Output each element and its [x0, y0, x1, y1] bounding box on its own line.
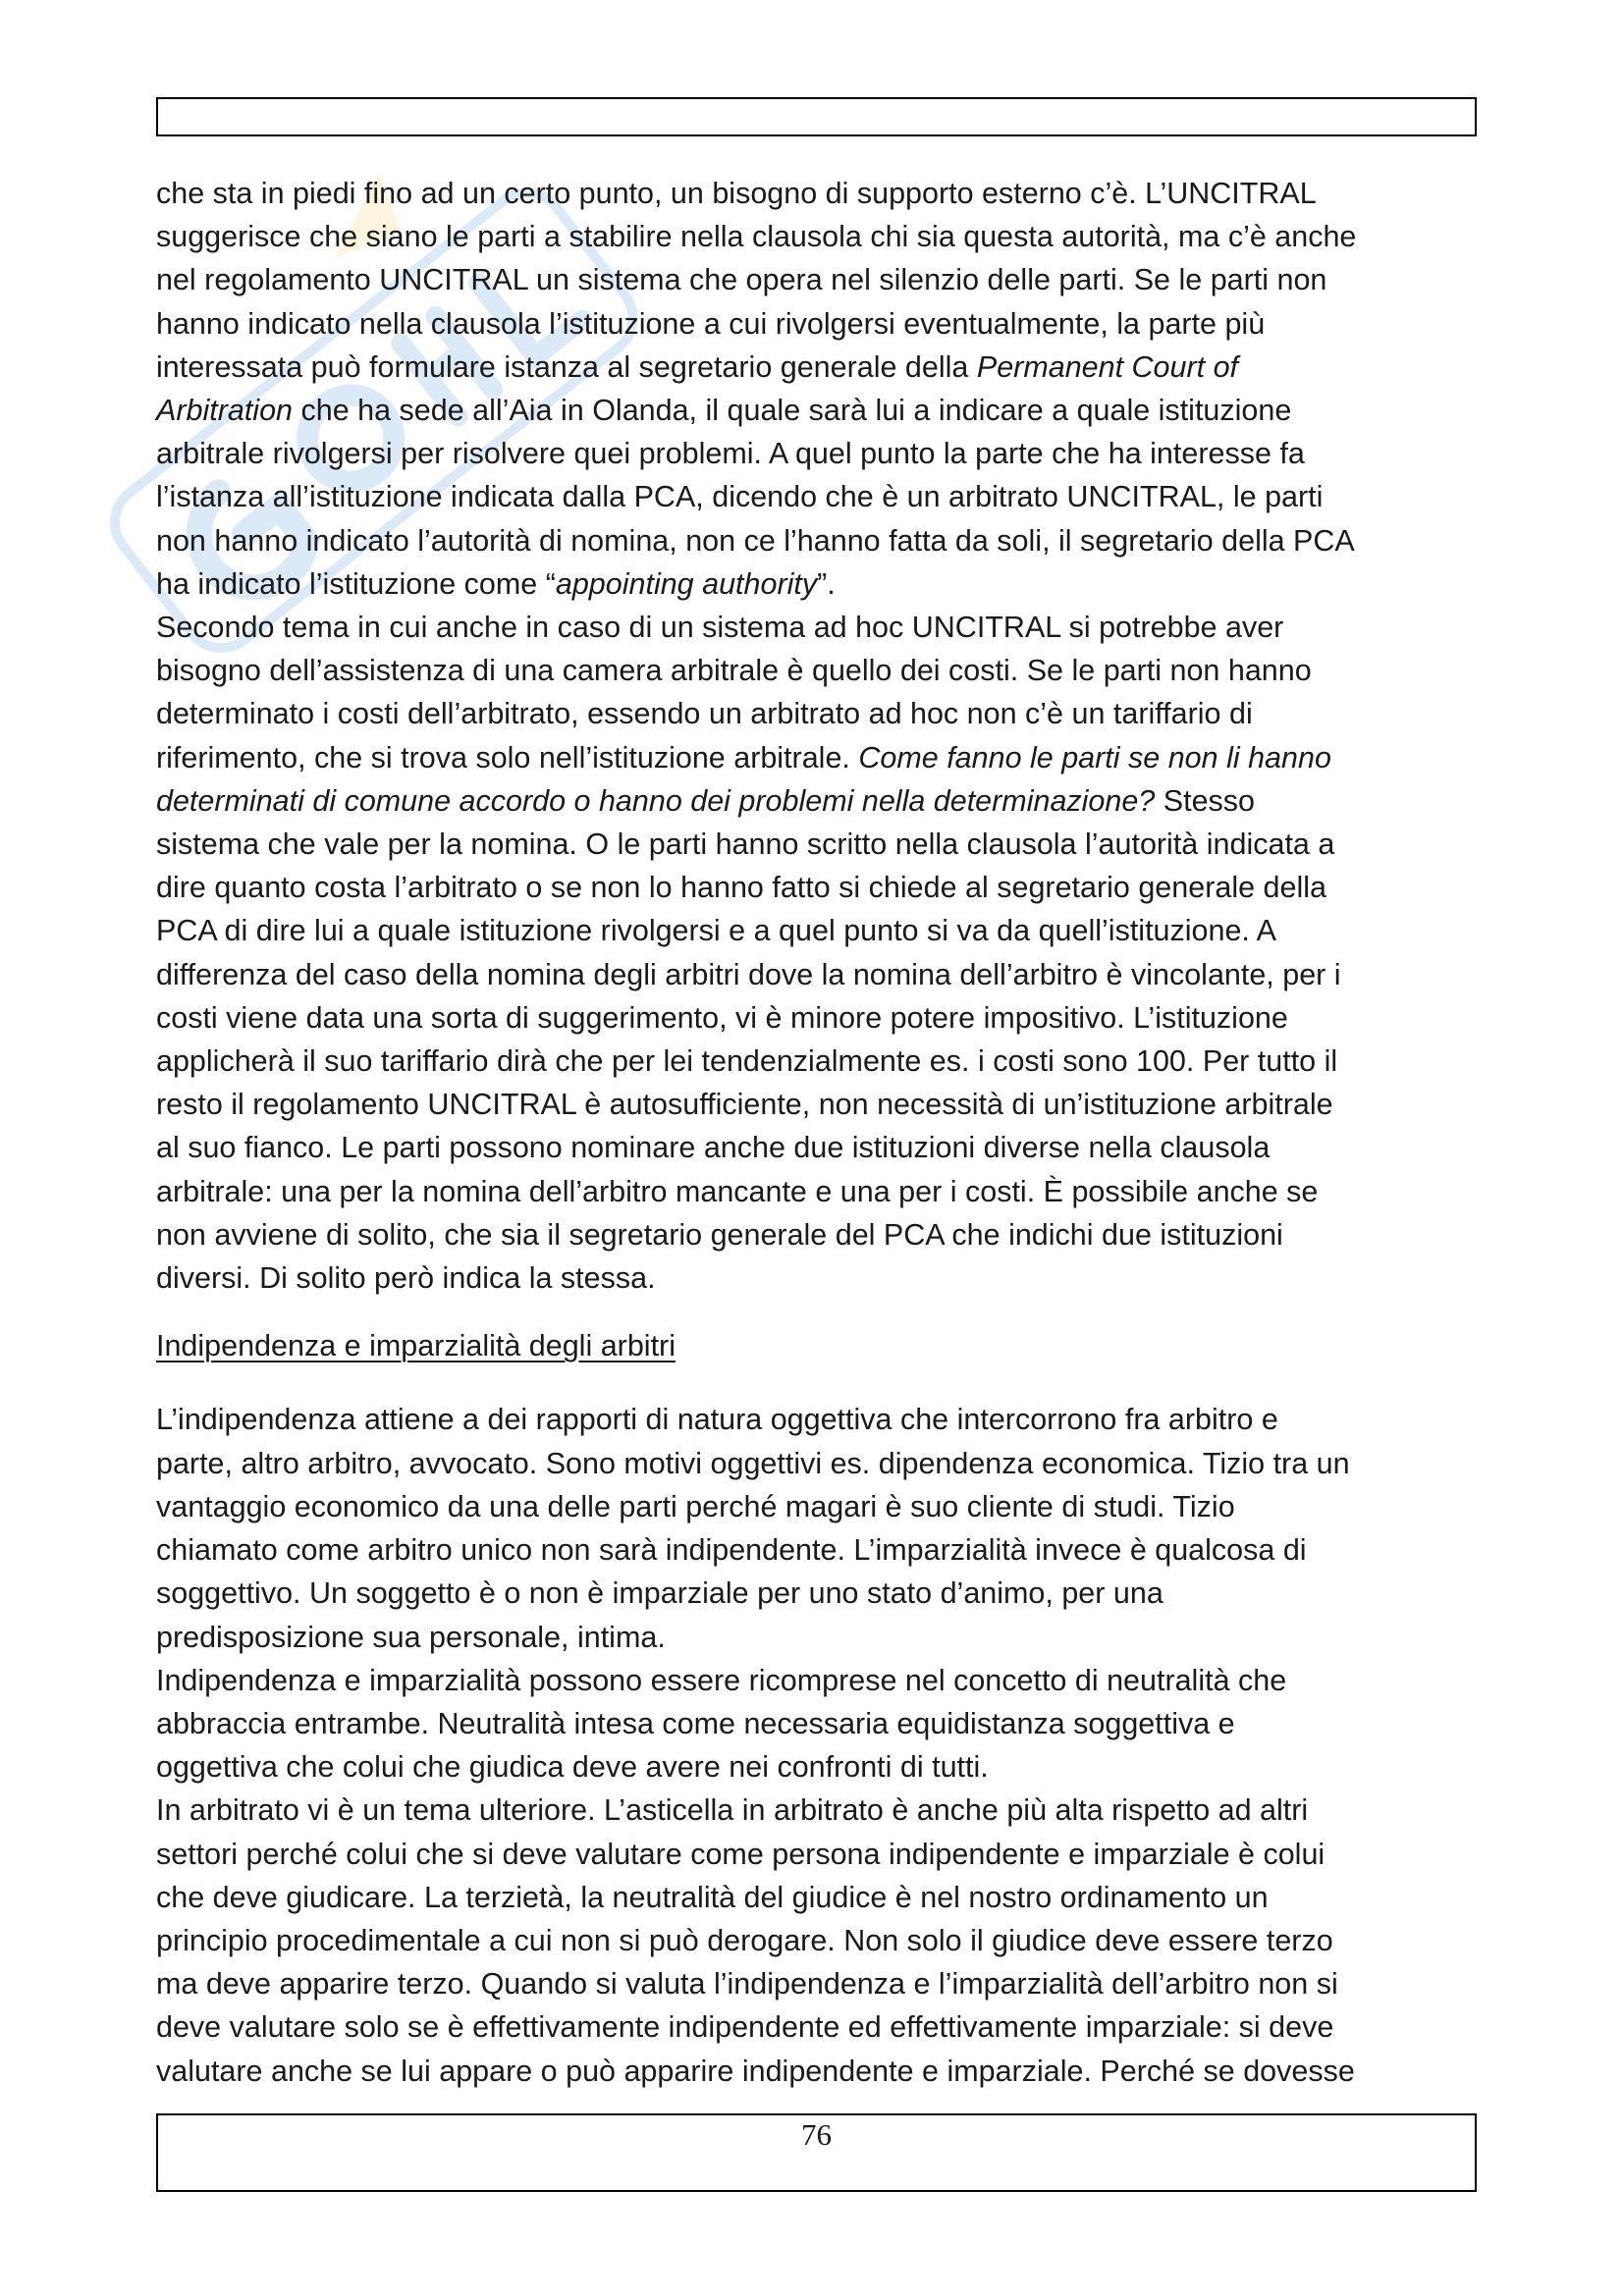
- text-line: [156, 823, 1482, 866]
- text-segment: Stesso: [1155, 783, 1256, 818]
- text-segment: ma deve apparire terzo. Quando si valuta l’indipendenza e l’imparzialità dell’arbitro non si: [156, 1967, 1338, 2002]
- text-line: [156, 1442, 1482, 1485]
- italic-text: determinati di comune accordo o hanno dei problemi nella determinazione?: [156, 783, 1156, 818]
- text-line: [156, 1170, 1482, 1213]
- text-line: [156, 1126, 1482, 1169]
- text-segment: interessata può formulare istanza al segretario generale della: [156, 349, 977, 384]
- section-heading: Indipendenza e imparzialità degli arbitri: [156, 1329, 676, 1363]
- text-line: [156, 215, 1482, 258]
- text-segment: differenza del caso della nomina degli arbitri dove la nomina dell’arbitro è vincolante, per i: [156, 957, 1341, 991]
- text-segment: PCA di dire lui a quale istituzione rivolgersi e a quel punto si va da quell’istituzione. A: [156, 914, 1277, 948]
- text-segment: L’indipendenza attiene a dei rapporti di natura oggettiva che intercorrono fra arbitro e: [156, 1403, 1278, 1437]
- text-line: [156, 1256, 1482, 1300]
- text-line: [156, 1572, 1482, 1615]
- text-line: [156, 1659, 1482, 1702]
- italic-text: Come fanno le parti se non li hanno: [858, 740, 1331, 774]
- text-line: [156, 1398, 1482, 1441]
- text-line: [156, 475, 1482, 518]
- text-segment: chiamato come arbitro unico non sarà indipendente. L’imparzialità invece è qualcosa di: [156, 1533, 1307, 1568]
- text-line: [156, 1962, 1482, 2005]
- text-segment: principio procedimentale a cui non si può derogare. Non solo il giudice deve essere terzo: [156, 1923, 1333, 1957]
- text-segment: sistema che vale per la nomina. O le parti hanno scritto nella clausola l’autorità indicata a: [156, 828, 1335, 862]
- text-line: [156, 1485, 1482, 1528]
- text-segment: bisogno dell’assistenza di una camera arbitrale è quello dei costi. Se le parti non hanno: [156, 654, 1312, 688]
- text-segment: ”.: [817, 566, 836, 601]
- text-line: [156, 1833, 1482, 1876]
- text-line: [156, 346, 1482, 389]
- text-line: [156, 302, 1482, 346]
- italic-text: appointing authority: [555, 566, 818, 601]
- document-body: [156, 172, 1482, 2093]
- text-line: [156, 1919, 1482, 1962]
- text-line: [156, 736, 1482, 779]
- text-line: [156, 1702, 1482, 1745]
- text-segment: l’istanza all’istituzione indicata dalla PCA, dicendo che è un arbitrato UNCITRAL, le parti: [156, 480, 1324, 514]
- text-segment: Secondo tema in cui anche in caso di un sistema ad hoc UNCITRAL si potrebbe aver: [156, 611, 1284, 645]
- text-line: [156, 258, 1482, 301]
- text-line: [156, 1789, 1482, 1832]
- text-segment: arbitrale rivolgersi per risolvere quei problemi. A quel punto la parte che ha interesse fa: [156, 437, 1305, 471]
- text-line: [156, 389, 1482, 432]
- italic-text: Permanent Court of: [976, 349, 1239, 384]
- text-line: [156, 2005, 1482, 2049]
- text-segment: ha indicato l’istituzione come “: [156, 566, 556, 601]
- text-line: [156, 909, 1482, 952]
- text-segment: riferimento, che si trova solo nell’istituzione arbitrale.: [156, 740, 859, 774]
- text-segment: al suo fianco. Le parti possono nominare anche due istituzioni diverse nella clausola: [156, 1131, 1271, 1165]
- text-line: [156, 519, 1482, 562]
- text-segment: Indipendenza e imparzialità possono essere ricomprese nel concetto di neutralità che: [156, 1663, 1287, 1697]
- text-segment: nel regolamento UNCITRAL un sistema che opera nel silenzio delle parti. Se le parti non: [156, 263, 1327, 297]
- text-line: [156, 1876, 1482, 1919]
- text-line: [156, 692, 1482, 735]
- text-segment: costi viene data una sorta di suggerimento, vi è minore potere impositivo. L’istituzione: [156, 1000, 1288, 1035]
- text-line: [156, 1040, 1482, 1083]
- text-segment: resto il regolamento UNCITRAL è autosufficiente, non necessità di un’istituzione arbitrale: [156, 1088, 1333, 1122]
- text-line: [156, 432, 1482, 475]
- text-line: [156, 1083, 1482, 1126]
- text-segment: che deve giudicare. La terzietà, la neutralità del giudice è nel nostro ordinamento un: [156, 1880, 1269, 1914]
- text-segment: oggettiva che colui che giudica deve avere nei confronti di tutti.: [156, 1750, 989, 1785]
- text-line: [156, 2050, 1482, 2093]
- text-segment: applicherà il suo tariffario dirà che per lei tendenzialmente es. i costi sono 100. Per tutto il: [156, 1044, 1338, 1079]
- text-line: [156, 649, 1482, 692]
- text-segment: valutare anche se lui appare o può apparire indipendente e imparziale. Perché se dovesse: [156, 2054, 1355, 2088]
- text-segment: In arbitrato vi è un tema ulteriore. L’asticella in arbitrato è anche più alta rispetto ad altri: [156, 1793, 1309, 1828]
- text-line: [156, 866, 1482, 909]
- page-header-box: [156, 97, 1477, 136]
- text-segment: che sta in piedi fino ad un certo punto, un bisogno di supporto esterno c’è. L’UNCITRAL: [156, 177, 1317, 210]
- text-segment: parte, altro arbitro, avvocato. Sono motivi oggettivi es. dipendenza economica. Tizio tra un: [156, 1446, 1350, 1480]
- text-segment: abbraccia entrambe. Neutralità intesa come necessaria equidistanza soggettiva e: [156, 1706, 1235, 1740]
- text-segment: non avviene di solito, che sia il segretario generale del PCA che indichi due istituzioni: [156, 1217, 1283, 1252]
- italic-text: Arbitration: [156, 394, 294, 428]
- text-segment: deve valutare solo se è effettivamente indipendente ed effettivamente imparziale: si deve: [156, 2010, 1334, 2045]
- page-footer-box: [156, 2113, 1477, 2192]
- text-segment: soggettivo. Un soggetto è o non è imparziale per uno stato d’animo, per una: [156, 1576, 1163, 1611]
- text-line: [156, 606, 1482, 649]
- page-number: 76: [801, 2117, 832, 2152]
- text-line: [156, 1528, 1482, 1572]
- text-line: [156, 1213, 1482, 1256]
- text-line: [156, 996, 1482, 1040]
- text-segment: dire quanto costa l’arbitrato o se non lo hanno fatto si chiede al segretario generale della: [156, 871, 1326, 905]
- text-segment: determinato i costi dell’arbitrato, essendo un arbitrato ad hoc non c’è un tariffario di: [156, 697, 1253, 731]
- text-line: [156, 1745, 1482, 1789]
- text-line: [156, 953, 1482, 996]
- text-segment: arbitrale: una per la nomina dell’arbitro mancante e una per i costi. È possibile anche se: [156, 1174, 1319, 1208]
- text-segment: vantaggio economico da una delle parti perché magari è suo cliente di studi. Tizio: [156, 1489, 1235, 1523]
- text-segment: predisposizione sua personale, intima.: [156, 1620, 666, 1654]
- text-segment: suggerisce che siano le parti a stabilire nella clausola chi sia questa autorità, ma c’è anche: [156, 220, 1357, 254]
- text-segment: che ha sede all’Aia in Olanda, il quale sarà lui a indicare a quale istituzione: [293, 394, 1292, 428]
- text-line: [156, 1616, 1482, 1659]
- text-segment: settori perché colui che si deve valutare come persona indipendente e imparziale è colui: [156, 1837, 1325, 1871]
- text-line: [156, 562, 1482, 606]
- text-line: [156, 172, 1482, 215]
- text-line: [156, 779, 1482, 823]
- text-segment: diversi. Di solito però indica la stessa.: [156, 1261, 656, 1296]
- text-segment: hanno indicato nella clausola l’istituzione a cui rivolgersi eventualmente, la parte più: [156, 306, 1266, 341]
- text-segment: non hanno indicato l’autorità di nomina, non ce l’hanno fatta da soli, il segretario della PCA: [156, 523, 1355, 558]
